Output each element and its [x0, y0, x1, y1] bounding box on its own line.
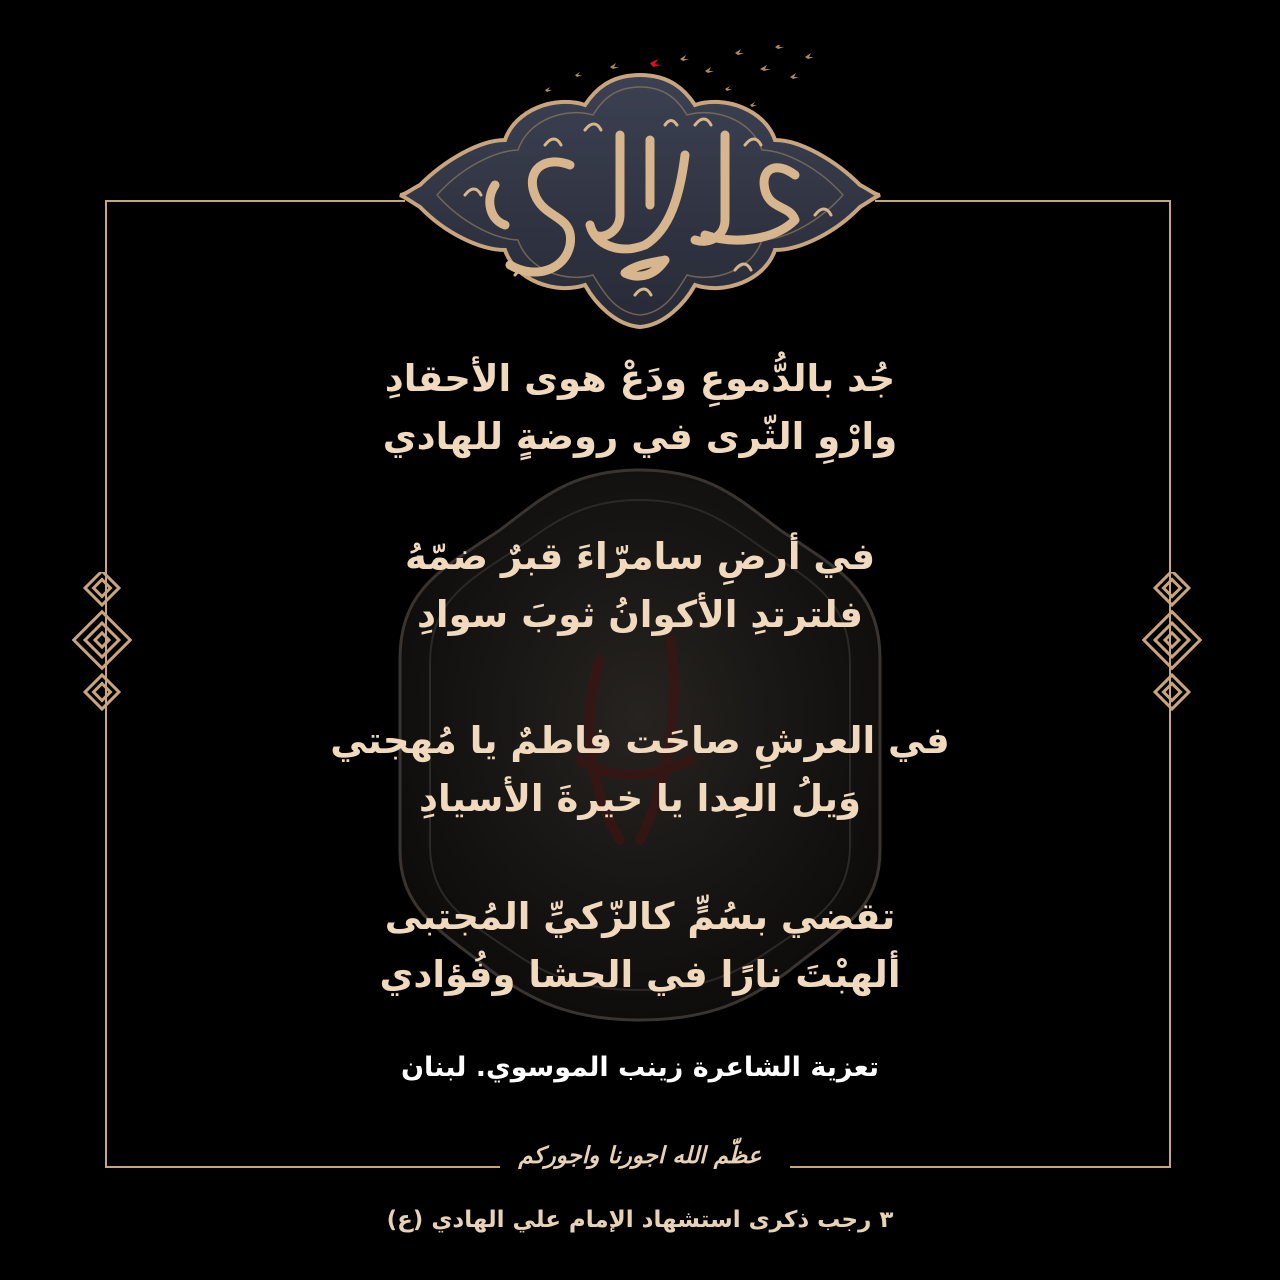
- poem-stanza-3: [220, 712, 1060, 828]
- poem-line: وارْوِ الثّرى في روضةٍ للهادي: [382, 415, 898, 458]
- condolence-phrase: عظّم الله اجورنا واجوركم: [518, 1142, 762, 1169]
- poem-stanza-4: [220, 888, 1060, 1004]
- imam-ali-al-hadi-calligraphy-logo: [395, 45, 885, 335]
- poem-line: ألهبْتَ نارًا في الحشا وفُؤادي: [379, 953, 901, 996]
- occasion-caption: ٣ رجب ذكرى استشهاد الإمام علي الهادي (ع): [386, 1207, 894, 1233]
- poem-line: في أرضِ سامرّاءَ قبرٌ ضمّهُ: [404, 535, 876, 578]
- poem-stanza-1: [220, 350, 1060, 466]
- poem-line: وَيلُ العِدا يا خيرةَ الأسيادِ: [419, 777, 861, 820]
- author-credit: تعزية الشاعرة زينب الموسوي. لبنان: [400, 1052, 880, 1083]
- right-kufic-ornament: [1142, 572, 1202, 712]
- poem-line: جُد بالدُّموعِ ودَعْ هوى الأحقادِ: [384, 357, 896, 400]
- left-kufic-ornament: [72, 572, 132, 712]
- poem-line: فلترتدِ الأكوانُ ثوبَ سوادِ: [416, 593, 864, 636]
- poem-line: تقضي بسُمٍّ كالزّكيِّ المُجتبى: [384, 895, 896, 938]
- poem-stanza-2: [220, 528, 1060, 644]
- decorative-frame: [105, 200, 1171, 1168]
- poem-line: في العرشِ صاحَت فاطمٌ يا مُهجتي: [330, 719, 950, 762]
